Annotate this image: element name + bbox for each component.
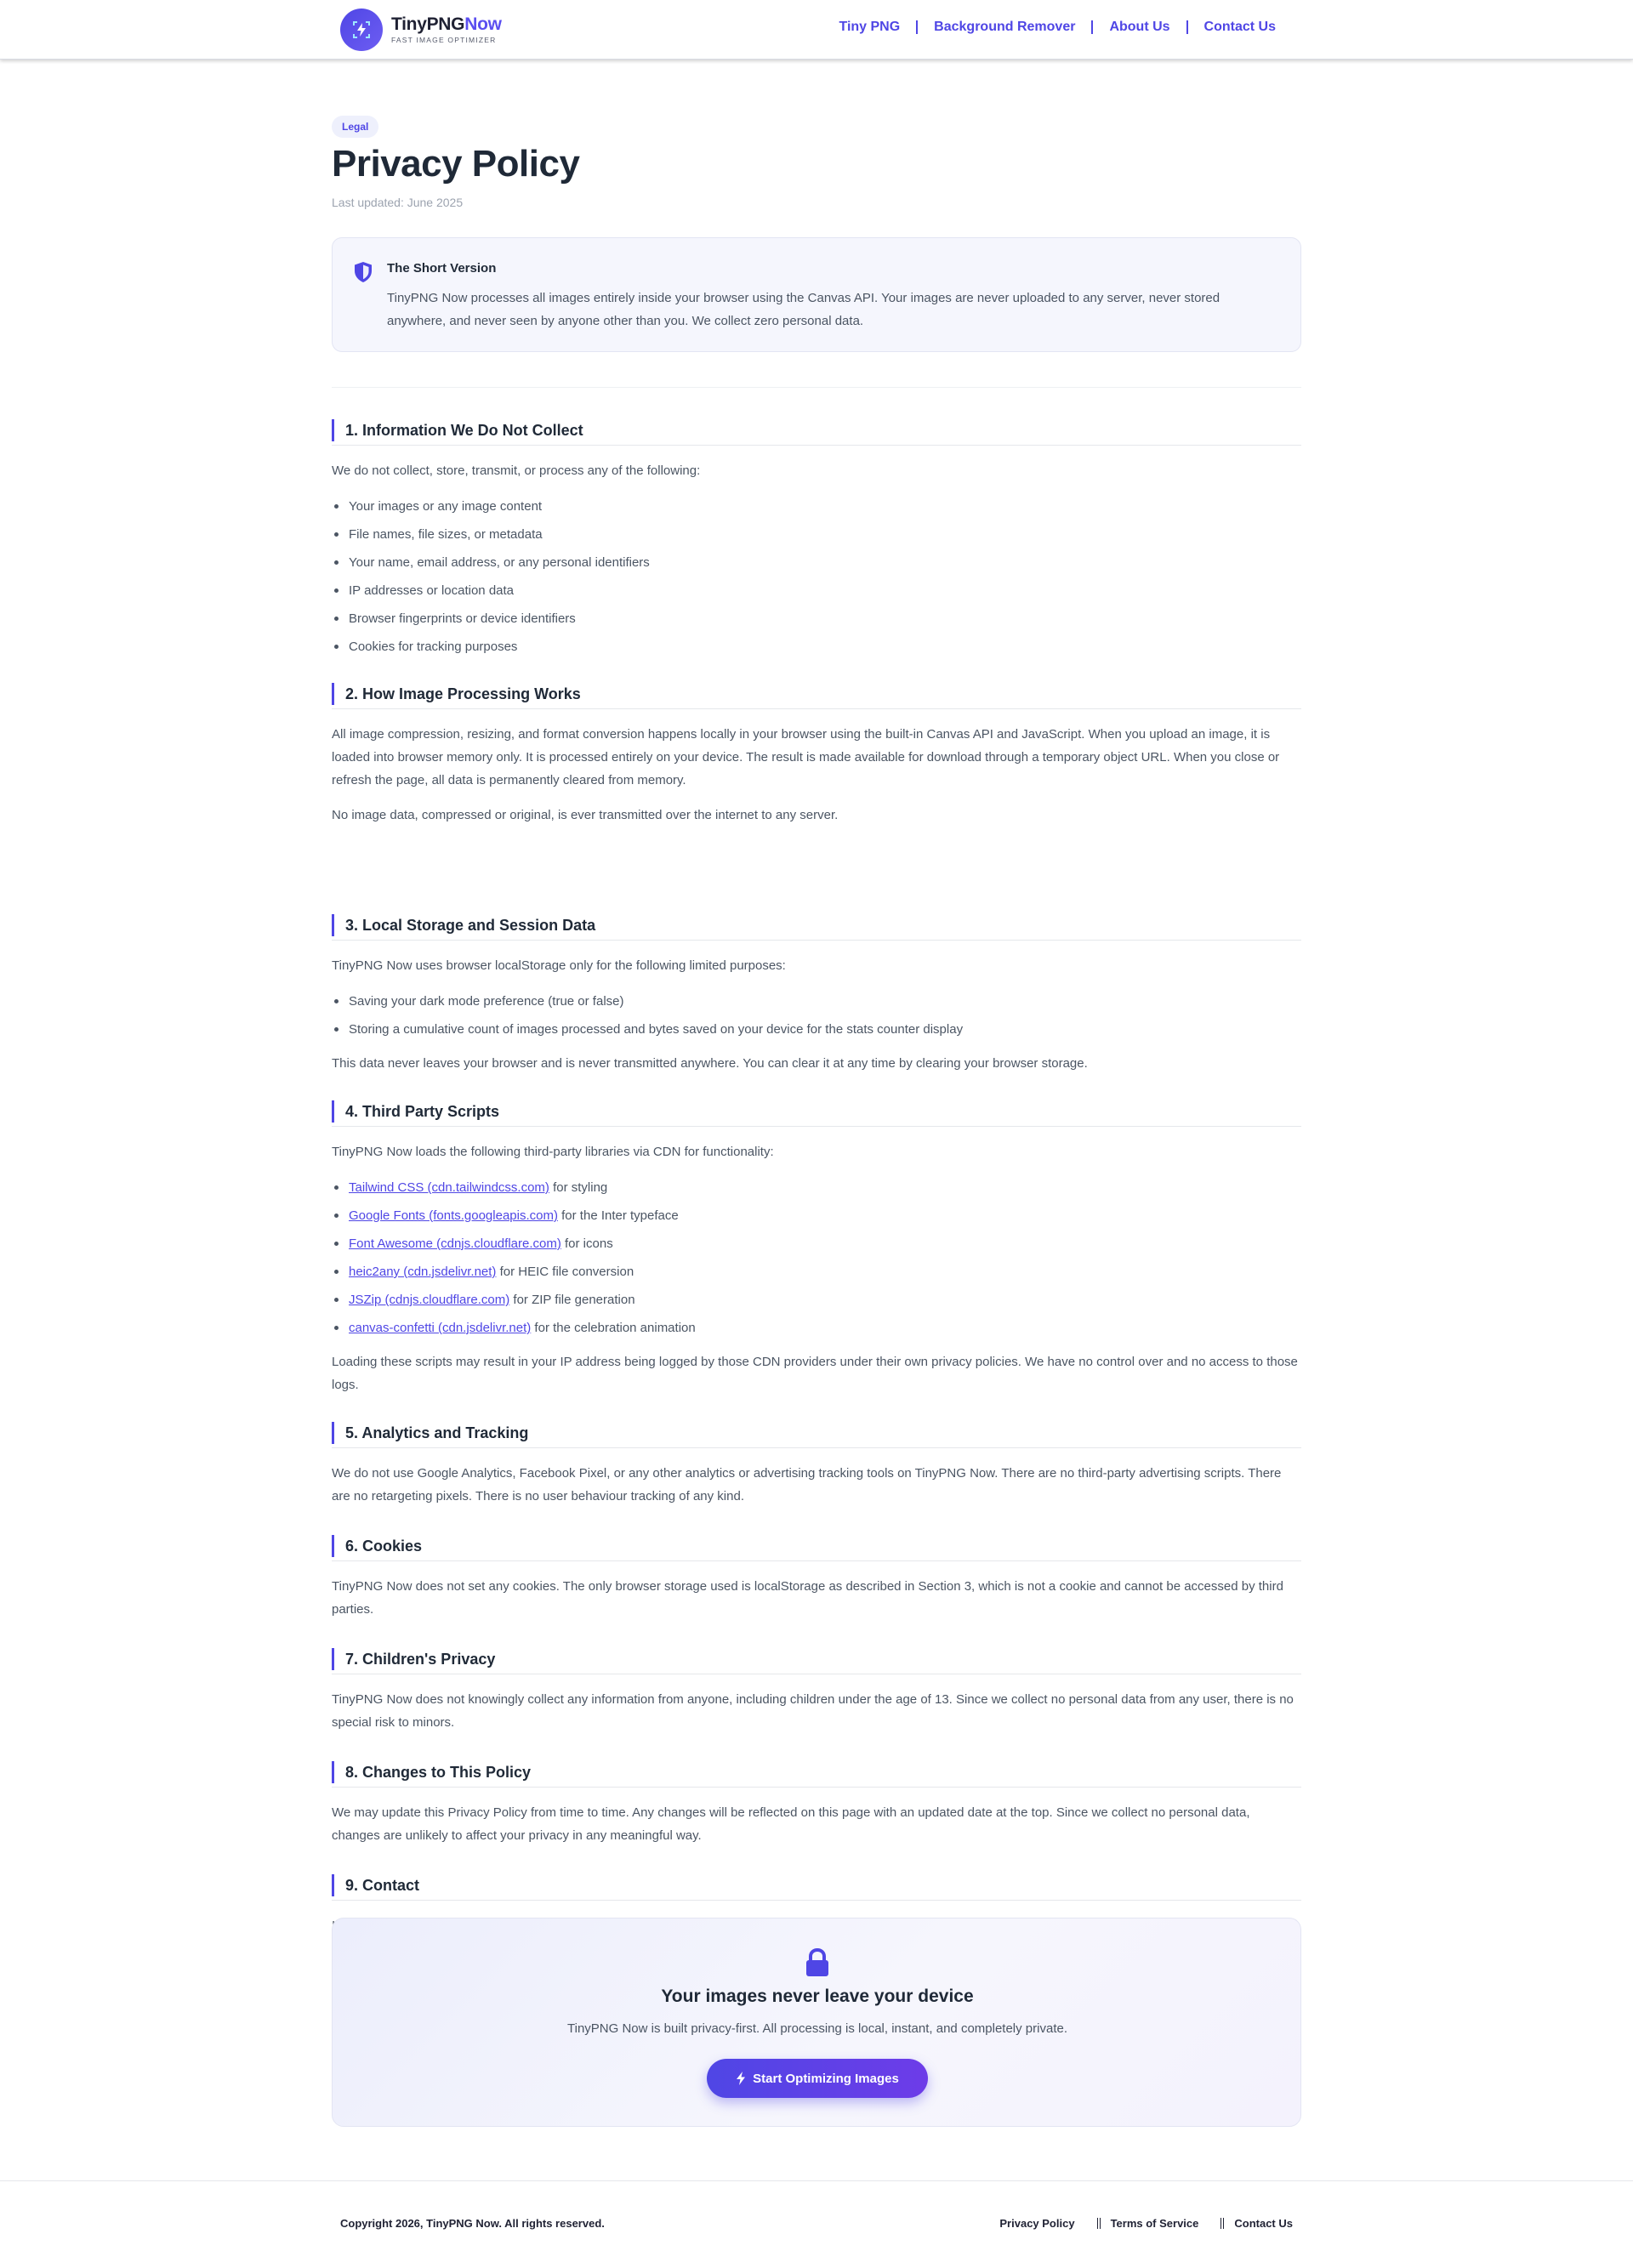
not-collected-list bbox=[332, 492, 1301, 661]
short-version-title: The Short Version bbox=[387, 261, 497, 276]
footer-divider bbox=[0, 2180, 1633, 2181]
third-party-list bbox=[332, 1174, 1301, 1342]
section-paragraph: All image compression, resizing, and format conversion happens locally in your browser using the built-in Canvas API and JavaScript. When you upload an image, it is loaded into browser memory only. It is processed entirely on your device. The result is made available for download through a temporary object URL. When you close or refresh the page, all data is permanently cleared from memory. bbox=[332, 727, 1280, 787]
logo-tagline: FAST IMAGE OPTIMIZER bbox=[391, 36, 497, 45]
section-heading: 8. Changes to This Policy bbox=[332, 1761, 1301, 1783]
section-information-not-collected bbox=[332, 419, 1301, 661]
list-item: Your name, email address, or any personal identifiers bbox=[332, 549, 1301, 577]
section-outro: This data never leaves your browser and is never transmitted anywhere. You can clear it at any time by clearing your browser storage. bbox=[332, 1056, 1088, 1071]
section-divider bbox=[332, 1560, 1301, 1561]
section-heading: 1. Information We Do Not Collect bbox=[332, 419, 1301, 441]
tailwind-link[interactable]: Tailwind CSS (cdn.tailwindcss.com) bbox=[349, 1180, 549, 1195]
list-item: Google Fonts (fonts.googleapis.com) for the Inter typeface bbox=[332, 1202, 1301, 1230]
section-paragraph: TinyPNG Now does not set any cookies. The only browser storage used is localStorage as described in Section 3, which is not a cookie and cannot be accessed by third parties. bbox=[332, 1579, 1283, 1617]
footer-contact-us[interactable]: Contact Us bbox=[1234, 2217, 1293, 2230]
list-item: JSZip (cdnjs.cloudflare.com) for ZIP file generation bbox=[332, 1286, 1301, 1314]
heic2any-link[interactable]: heic2any (cdn.jsdelivr.net) bbox=[349, 1265, 497, 1279]
section-divider bbox=[332, 1126, 1301, 1127]
site-logo[interactable] bbox=[340, 9, 502, 51]
section-intro: TinyPNG Now loads the following third-party libraries via CDN for functionality: bbox=[332, 1145, 774, 1159]
local-storage-list bbox=[332, 987, 1301, 1043]
shield-icon bbox=[353, 261, 373, 287]
section-paragraph: We do not use Google Analytics, Facebook Pixel, or any other analytics or advertising tracking tools on TinyPNG Now. There are no third-party advertising scripts. There are no retargeting pixels. There is no user behaviour tracking of any kind. bbox=[332, 1466, 1282, 1503]
cta-text: TinyPNG Now is built privacy-first. All processing is local, instant, and completely private. bbox=[567, 2021, 1067, 2036]
list-item: Tailwind CSS (cdn.tailwindcss.com) for styling bbox=[332, 1174, 1301, 1202]
section-cookies bbox=[332, 1535, 1301, 1621]
nav-separator bbox=[1091, 20, 1093, 34]
logo-name: TinyPNGNow bbox=[391, 14, 502, 35]
list-item: File names, file sizes, or metadata bbox=[332, 520, 1301, 549]
site-header bbox=[0, 0, 1633, 60]
section-divider bbox=[332, 1900, 1301, 1901]
list-item: heic2any (cdn.jsdelivr.net) for HEIC file conversion bbox=[332, 1258, 1301, 1286]
list-item: IP addresses or location data bbox=[332, 577, 1301, 605]
section-paragraph: TinyPNG Now does not knowingly collect any information from anyone, including children under the age of 13. Since we collect no personal data from any user, there is no special risk to minors. bbox=[332, 1692, 1294, 1730]
nav-separator bbox=[1186, 20, 1188, 34]
section-heading: 9. Contact bbox=[332, 1874, 1301, 1896]
short-version-text: TinyPNG Now processes all images entirely inside your browser using the Canvas API. Your images are never uploaded to any server, never stored anywhere, and never seen by anyone other than you. We collect zero personal data. bbox=[387, 291, 1220, 328]
google-fonts-link[interactable]: Google Fonts (fonts.googleapis.com) bbox=[349, 1208, 558, 1223]
section-heading: 6. Cookies bbox=[332, 1535, 1301, 1557]
start-optimizing-label: Start Optimizing Images bbox=[753, 2071, 899, 2086]
section-third-party-scripts bbox=[332, 1100, 1301, 1396]
section-paragraph: We may update this Privacy Policy from time to time. Any changes will be reflected on this page with an updated date at the top. Since we collect no personal data, changes are unlikely to affect your privacy in any meaningful way. bbox=[332, 1805, 1250, 1843]
section-intro: We do not collect, store, transmit, or process any of the following: bbox=[332, 463, 701, 478]
list-item: Storing a cumulative count of images processed and bytes saved on your device for the stats counter display bbox=[332, 1015, 1301, 1043]
short-version-box bbox=[332, 237, 1301, 352]
nav-separator bbox=[916, 20, 918, 34]
list-item: canvas-confetti (cdn.jsdelivr.net) for the celebration animation bbox=[332, 1314, 1301, 1342]
nav-about-us[interactable]: About Us bbox=[1109, 20, 1170, 34]
footer-terms-of-service[interactable]: Terms of Service bbox=[1110, 2217, 1199, 2230]
section-divider bbox=[332, 445, 1301, 446]
nav-tiny-png[interactable]: Tiny PNG bbox=[839, 20, 901, 34]
list-item: Font Awesome (cdnjs.cloudflare.com) for icons bbox=[332, 1230, 1301, 1258]
section-divider bbox=[332, 940, 1301, 941]
last-updated: Last updated: June 2025 bbox=[332, 196, 464, 209]
section-heading: 2. How Image Processing Works bbox=[332, 683, 1301, 705]
start-optimizing-button[interactable] bbox=[707, 2059, 928, 2098]
logo-mark-icon bbox=[340, 9, 383, 51]
main-nav bbox=[839, 20, 1276, 35]
section-analytics bbox=[332, 1422, 1301, 1508]
jszip-link[interactable]: JSZip (cdnjs.cloudflare.com) bbox=[349, 1293, 510, 1307]
nav-contact-us[interactable]: Contact Us bbox=[1203, 20, 1276, 34]
section-image-processing bbox=[332, 683, 1301, 827]
footer-privacy-policy[interactable]: Privacy Policy bbox=[999, 2217, 1075, 2230]
section-outro: Loading these scripts may result in your IP address being logged by those CDN providers under their own privacy policies. We have no control over and no access to those logs. bbox=[332, 1355, 1298, 1392]
section-local-storage bbox=[332, 914, 1301, 1075]
section-intro: TinyPNG Now uses browser localStorage only for the following limited purposes: bbox=[332, 958, 786, 973]
legal-badge: Legal bbox=[332, 116, 378, 138]
list-item: Cookies for tracking purposes bbox=[332, 633, 1301, 661]
section-heading: 4. Third Party Scripts bbox=[332, 1100, 1301, 1123]
font-awesome-link[interactable]: Font Awesome (cdnjs.cloudflare.com) bbox=[349, 1236, 561, 1251]
privacy-cta-card bbox=[332, 1918, 1301, 2127]
footer-nav bbox=[999, 2217, 1293, 2230]
section-heading: 7. Children's Privacy bbox=[332, 1648, 1301, 1670]
section-heading: 3. Local Storage and Session Data bbox=[332, 914, 1301, 936]
section-paragraph: No image data, compressed or original, is ever transmitted over the internet to any server. bbox=[332, 808, 839, 822]
section-heading: 5. Analytics and Tracking bbox=[332, 1422, 1301, 1444]
section-divider bbox=[332, 1447, 1301, 1448]
footer-separator bbox=[1097, 2218, 1101, 2229]
nav-background-remover[interactable]: Background Remover bbox=[934, 20, 1076, 34]
section-childrens-privacy bbox=[332, 1648, 1301, 1734]
page-title: Privacy Policy bbox=[332, 143, 580, 185]
list-item: Your images or any image content bbox=[332, 492, 1301, 520]
footer-copyright: Copyright 2026, TinyPNG Now. All rights reserved. bbox=[340, 2217, 605, 2230]
cta-title: Your images never leave your device bbox=[661, 1987, 974, 2006]
canvas-confetti-link[interactable]: canvas-confetti (cdn.jsdelivr.net) bbox=[349, 1321, 532, 1335]
section-divider bbox=[332, 708, 1301, 709]
section-divider bbox=[332, 1787, 1301, 1788]
list-item: Saving your dark mode preference (true or false) bbox=[332, 987, 1301, 1015]
section-policy-changes bbox=[332, 1761, 1301, 1847]
footer-separator bbox=[1220, 2218, 1224, 2229]
content-divider bbox=[332, 387, 1301, 388]
lock-icon bbox=[803, 1947, 832, 1982]
list-item: Browser fingerprints or device identifiers bbox=[332, 605, 1301, 633]
bolt-icon bbox=[736, 2072, 746, 2085]
